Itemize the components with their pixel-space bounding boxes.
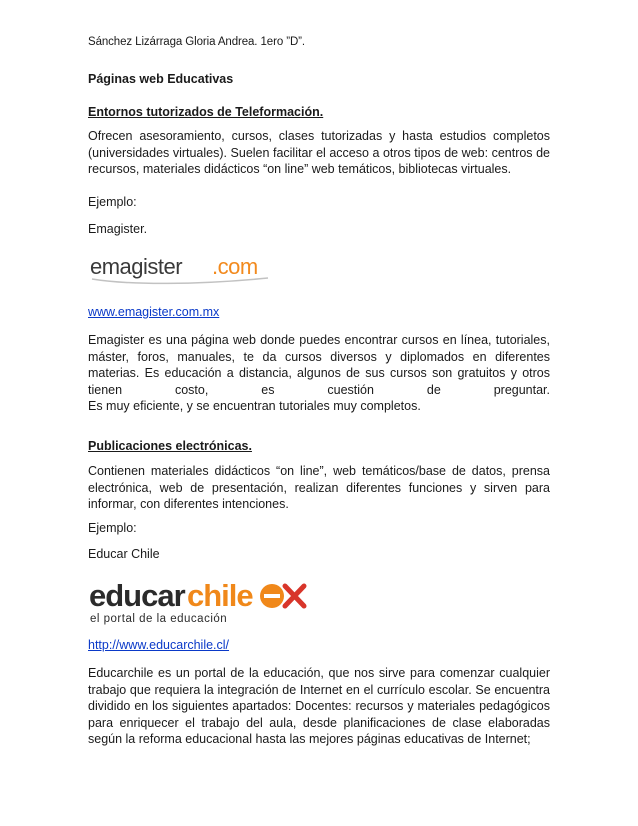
- section1-example-label: Ejemplo:: [88, 195, 137, 209]
- author-header: Sánchez Lizárraga Gloria Andrea. 1ero ”D”.: [88, 36, 305, 48]
- section2-heading: Publicaciones electrónicas.: [88, 439, 252, 453]
- educarchile-logo-tagline: el portal de la educación: [90, 613, 228, 625]
- section1-url-line: [88, 304, 550, 321]
- emagister-logo-suffix: .com: [212, 254, 258, 279]
- emagister-logo: [88, 251, 288, 287]
- educarchile-logo-educar: educar: [89, 578, 185, 613]
- emagister-logo-graphic: [88, 251, 288, 287]
- emagister-logo-wordmark: emagister: [90, 254, 183, 279]
- section2-description: Contienen materiales didácticos “on line”, web temáticos/base de datos, prensa electrónica, web de presentación, realizan diferentes funciones y sirven para informar, con diferentes intenciones.: [88, 464, 550, 511]
- section1-heading: Entornos tutorizados de Teleformación.: [88, 105, 324, 119]
- page-title: Páginas web Educativas: [88, 72, 234, 86]
- section1-description: Ofrecen asesoramiento, cursos, clases tutorizadas y hasta estudios completos (universidades virtuales). Suelen facilitar el acceso a otros tipos de web: centros de recursos, materiales didácticos “on line” web temáticos, bibliotecas virtuales.: [88, 129, 550, 176]
- educarchile-logo-chile: chile: [187, 578, 253, 613]
- educarchile-logo-graphic: [88, 572, 318, 628]
- section2-url-line: [88, 637, 550, 654]
- section1-example-name: Emagister.: [88, 222, 148, 236]
- section1-body: Emagister es una página web donde puedes encontrar cursos en línea, tutoriales, máster, foros, manuales, te da cursos diversos y diplomados en diferentes materias. Es educación a distancia, algunos de sus cursos son gratuitos y otros tienen costo, es cuestión de preguntar.: [88, 333, 550, 397]
- emagister-link[interactable]: www.emagister.com.mx: [88, 305, 220, 319]
- section2-body: Educarchile es un portal de la educación, que nos sirve para comenzar cualquier trabajo que requiera la integración de Internet en el currículo escolar. Se encuentra dividido en los siguientes apartados: Docentes: recursos y materiales pedagógicos para enriquecer el trabajo del aula, desde planificaciones de clase elaboradas según la reforma educacional hasta las mejores páginas educativas de Internet;: [88, 666, 550, 746]
- section2-example-label: Ejemplo:: [88, 521, 137, 535]
- educarchile-logo-mark: [260, 584, 304, 608]
- educarchile-link[interactable]: http://www.educarchile.cl/: [88, 638, 230, 652]
- educarchile-logo: [88, 572, 318, 628]
- section1-body-last: Es muy eficiente, y se encuentran tutoriales muy completos.: [88, 399, 421, 413]
- section2-example-name: Educar Chile: [88, 547, 160, 561]
